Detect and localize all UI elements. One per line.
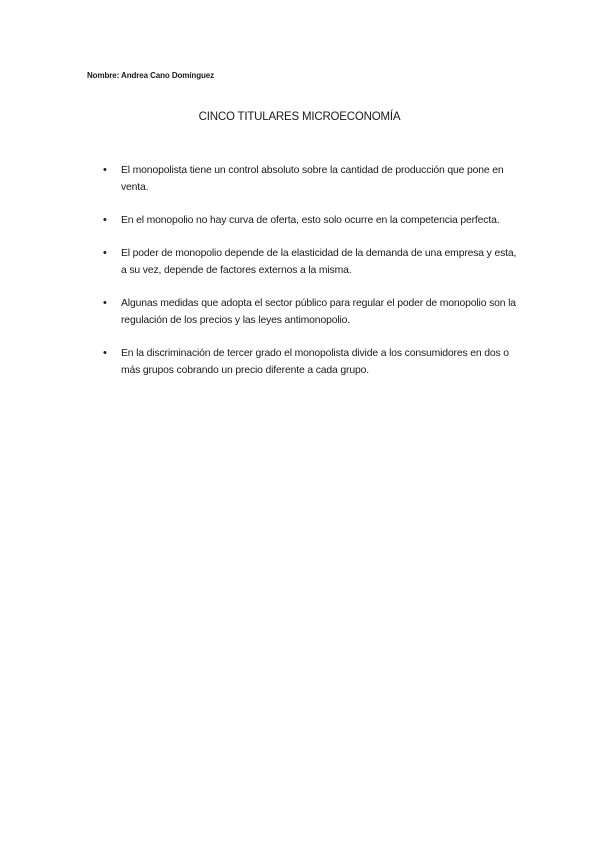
bullet-list [101, 162, 521, 395]
list-item [101, 212, 521, 229]
author-line: Nombre: Andrea Cano Domínguez [87, 71, 215, 80]
bullet-icon: • [103, 247, 107, 259]
list-item-text: El monopolista tiene un control absoluto sobre la cantidad de producción que pone en venta. [121, 165, 504, 193]
document-title: CINCO TITULARES MICROECONOMÍA [198, 111, 401, 123]
list-item-text: Algunas medidas que adopta el sector público para regular el poder de monopolio son la regulación de los precios y las leyes antimonopolio. [121, 298, 516, 326]
list-item-text: En la discriminación de tercer grado el monopolista divide a los consumidores en dos o más grupos cobrando un precio diferente a cada grupo. [121, 348, 509, 376]
list-item-text: El poder de monopolio depende de la elasticidad de la demanda de una empresa y esta, a su vez, depende de factores externos a la misma. [121, 248, 517, 276]
bullet-icon: • [103, 297, 107, 309]
list-item [101, 345, 521, 379]
list-item [101, 245, 521, 279]
list-item [101, 295, 521, 329]
bullet-icon: • [103, 347, 107, 359]
list-item-text: En el monopolio no hay curva de oferta, esto solo ocurre en la competencia perfecta. [121, 215, 500, 226]
bullet-icon: • [103, 164, 107, 176]
list-item [101, 162, 521, 196]
bullet-icon: • [103, 214, 107, 226]
